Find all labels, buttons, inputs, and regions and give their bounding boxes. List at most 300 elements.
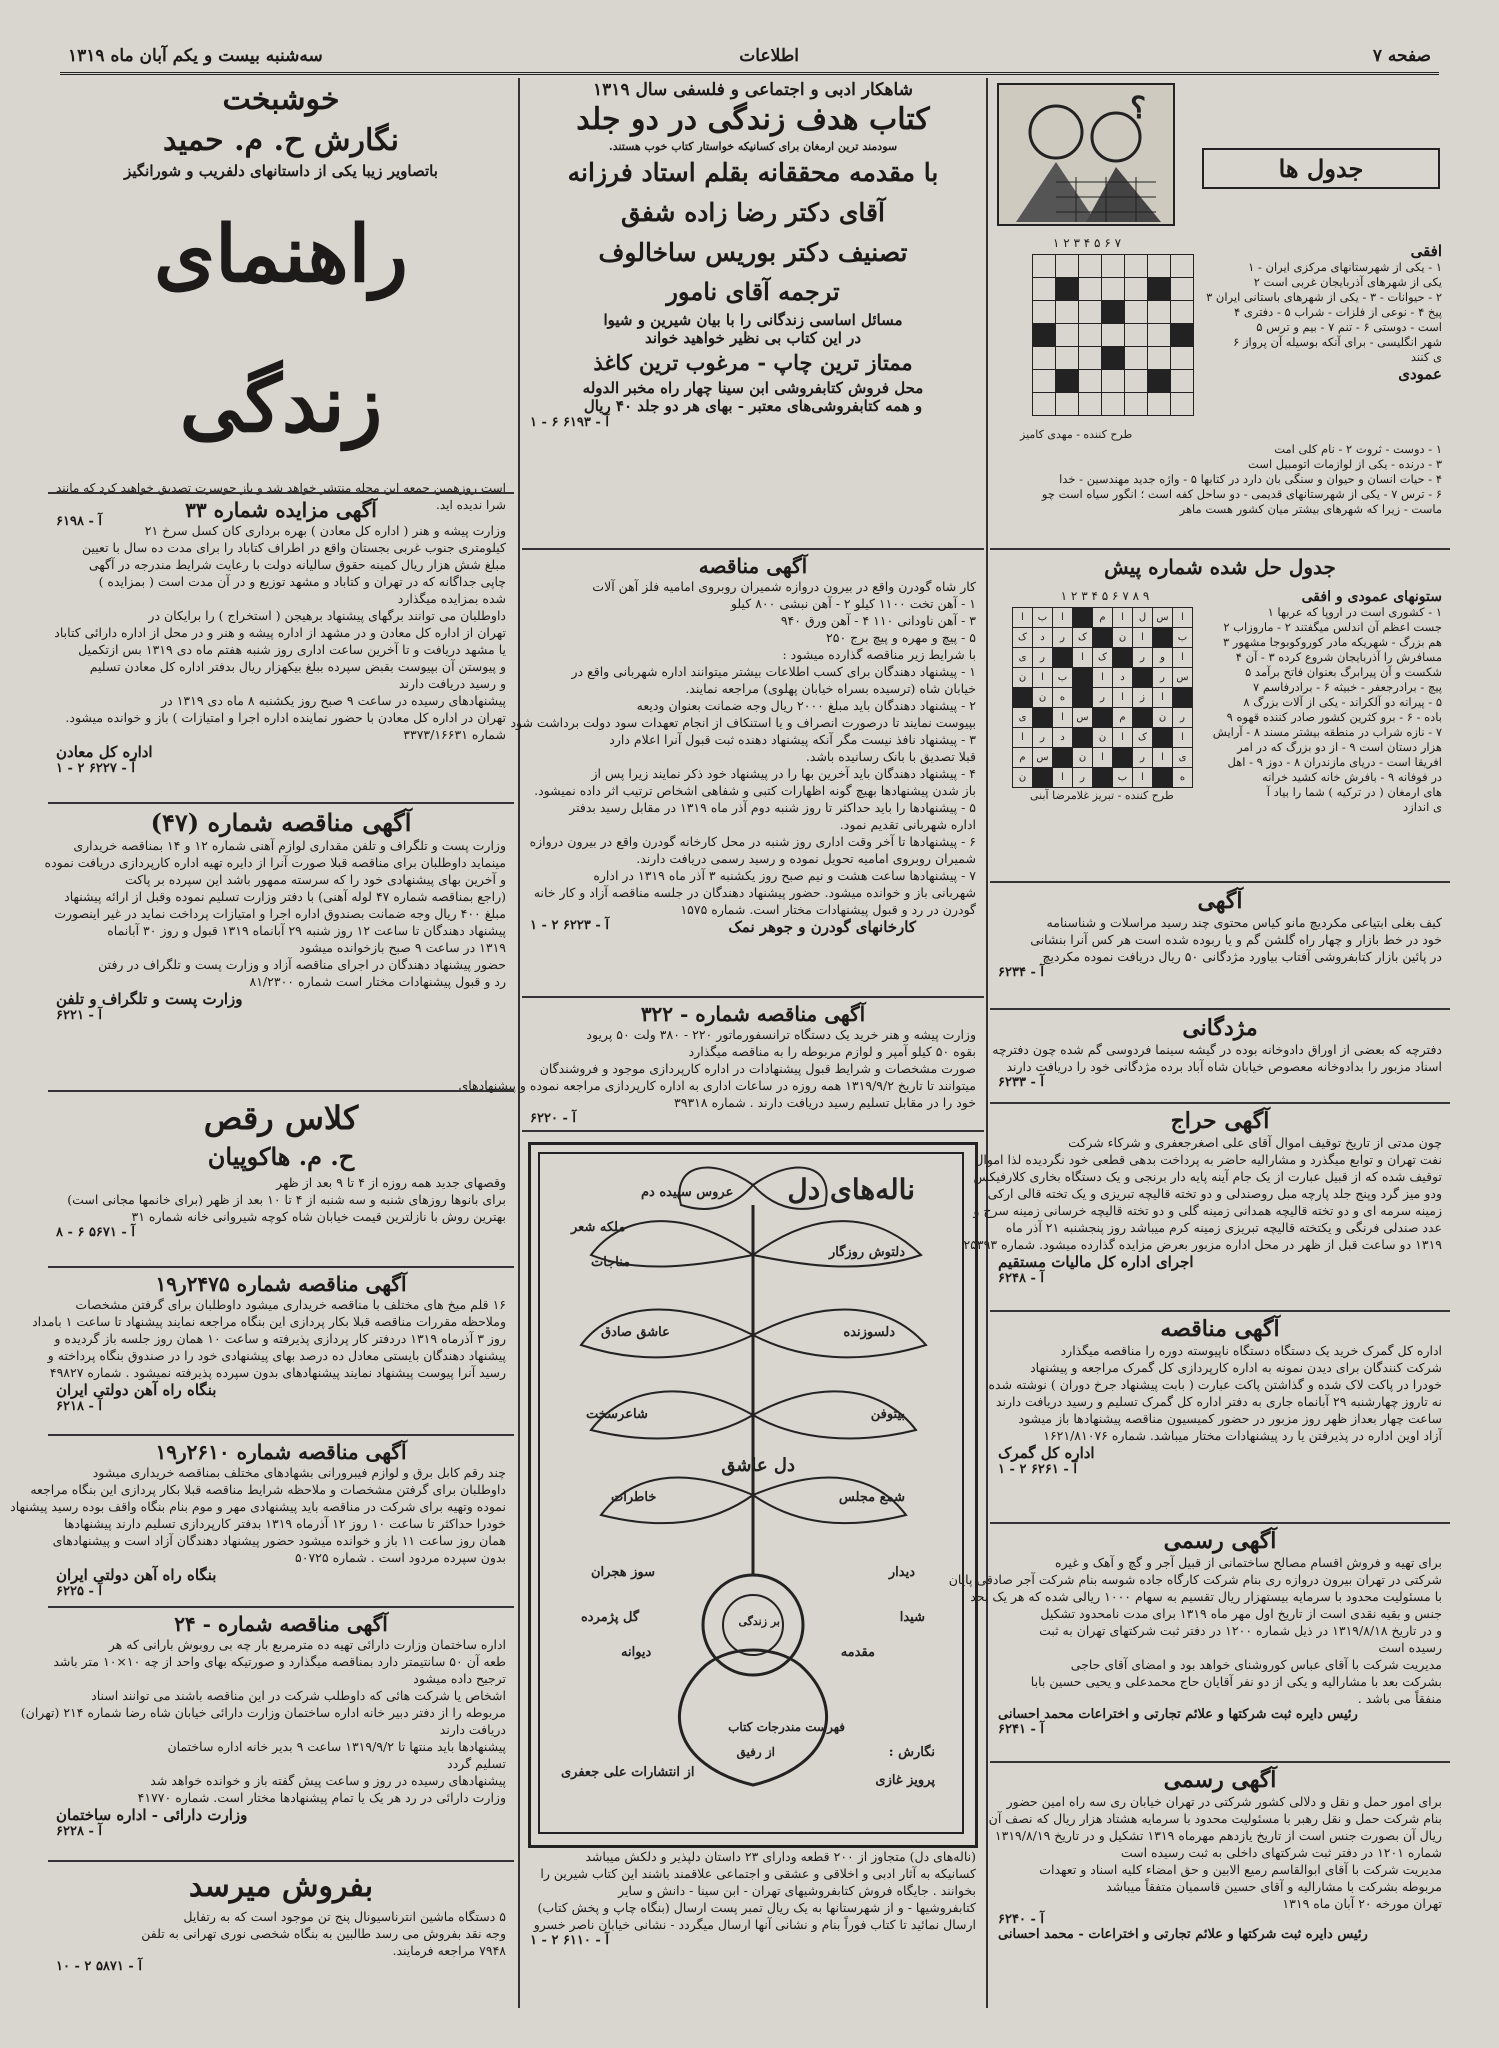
ad-line: و همه کتابفروشی‌های معتبر - بهای هر دو جلد ۴۰ ریال — [583, 397, 923, 415]
grid-cell — [1102, 324, 1125, 347]
notice-official-1 — [948, 1526, 1450, 1756]
text-line: شمیران روبروی امامیه تحویل نموده و رسید رسمی دریافت دارند. — [636, 851, 976, 866]
ad-ref: آ - ۶۱۹۸ — [56, 514, 102, 529]
clue-line: هزار دستان است ۹ - از دو بزرگ که در امر — [1237, 740, 1442, 754]
text-line: مبلغ ۴۰۰ ریال وجه ضمانت بصندوق اداره اجرا و امتیازات پرداخت نماید در غیر اینصورت — [54, 906, 506, 921]
crossword-grid — [1032, 254, 1194, 416]
text-line: اداره کل گمرک خرید یک دستگاه دستگاه ناپیوسته دوره را مناقصه میگذارد — [1060, 1343, 1442, 1358]
text-line: ۱ - پیشنهاد دهندگان برای کسب اطلاعات بیشتر میتوانند اداره شهربانی واقع در — [571, 664, 976, 679]
ad-title: بفروش میرسد — [188, 1869, 374, 1904]
text-line: خودرا در پاکت لاک شده و گذاشتن پاکت عبارت ( بابت پیشنهاد جرخ دوران ) نوشته شده — [988, 1377, 1442, 1392]
leaf-label: خاطرات — [611, 1490, 657, 1505]
notice-customs-tender — [990, 1314, 1450, 1519]
notice-ref: آ - ۶۲۲۱ — [56, 1008, 102, 1023]
leaf-label: دلسوزنده — [843, 1325, 895, 1340]
grid-cell — [1102, 347, 1125, 370]
flower-vase-drawing — [531, 1145, 975, 1845]
grid-cell — [1073, 728, 1093, 748]
notice-ref: آ - ۵۸۷۱ ۲ - ۱۰ — [56, 1959, 142, 1974]
notice-org: اداره کل معادن — [56, 743, 153, 761]
issue-date: سه‌شنبه بیست و یکم آبان ماه ۱۳۱۹ — [68, 46, 323, 66]
paper-name: اطلاعات — [739, 46, 799, 66]
grid-cell — [1171, 278, 1194, 301]
leaf-label: دلتوش روزگار — [828, 1245, 905, 1260]
text-line: و در تاریخ ۱۳۱۹/۸/۱۸ در ذیل شماره ۱۲۰۰ در دفتر ثبت شرکتهای تهران به ثبت — [1039, 1623, 1442, 1638]
grid-cell: ب — [1113, 768, 1133, 788]
text-line: نفت تهران و توابع میگذرد و مشارالیه حاضر به پرداخت بدهی قطعی خود نگردیده لذا اموال — [974, 1152, 1442, 1167]
notice-body — [20, 1636, 506, 1806]
tender-322 — [458, 1000, 984, 1130]
text-line: مربوطه بشرکت با مشاراليه و آقای حسین قاسمیان متفقاً میباشد — [1106, 1879, 1442, 1894]
text-line: ۷۹۴۸ مراجعه فرمایند. — [392, 1943, 506, 1958]
text-line: تهران مورخه ۲۰ آبان ماه ۱۳۱۹ — [1282, 1896, 1442, 1911]
ad-line: مسائل اساسی زندگانی را با بیان شیرین و شیوا — [603, 311, 903, 329]
notice-ref: آ - ۶۲۲۳ ۲ - ۱ — [530, 918, 609, 933]
grid-cell: د — [1053, 728, 1073, 748]
clue-line: ۶ - ترس ۷ - یکی از شهرستانهای قدیمی - دو ساحل کفه است ؛ انگور سیاه است چو — [1041, 487, 1442, 501]
text-line: وزارت پیشه و هنر ( اداره کل معادن ) بهره برداری کان کسل سرخ ۲۱ — [144, 523, 506, 538]
notice-org: وزارت پست و تلگراف و تلفن — [56, 990, 243, 1008]
notice-body — [56, 1174, 506, 1225]
grid-cell — [1033, 278, 1056, 301]
text-line: ودو میز گرد وپنج جلد پارچه مبل روصندلی و دو تخته قالیچه تبریزی و یک تخته قالی ارکی — [987, 1186, 1442, 1201]
ad-line: شاهکار ادبی و اجتماعی و فلسفی سال ۱۳۱۹ — [593, 80, 913, 100]
grid-cell — [1125, 278, 1148, 301]
grid-cell: ر — [1173, 708, 1193, 728]
grid-cell — [1073, 688, 1093, 708]
text-line: منفقاً می باشد . — [1357, 1691, 1442, 1706]
clue-line: یکی از شهرهای آذربایجان غربی است ۲ — [1253, 275, 1442, 289]
notice-ref: آ - ۶۲۲۰ — [530, 1111, 576, 1126]
notice-org: رئیس دایره ثبت شرکتها و علائم تجارتی و اختراعات - محمد احسانی — [998, 1927, 1368, 1942]
grid-cell: د — [1113, 668, 1133, 688]
text-line: ۱۳۱۹ دو ساعت قبل از ظهر در محل اداره مزبور بعرض مزایده گذارده میشود. شماره ۲۵۳۹۳ — [963, 1237, 1442, 1252]
text-line: قبلا تصدیق با بانک رسانیده باشد. — [805, 749, 976, 764]
leaf-label: دیدار — [888, 1565, 915, 1580]
ad-line: ترجمه آقای نامور — [666, 277, 840, 306]
grid-cell — [1125, 370, 1148, 393]
notice-title: آگهی مناقصه شماره (۴۷) — [150, 808, 412, 837]
grid-cell: س — [1073, 708, 1093, 728]
grid-cell — [1133, 668, 1153, 688]
grid-cell: ر — [1133, 748, 1153, 768]
grid-cell: ا — [1133, 628, 1153, 648]
grid-cell: م — [1113, 708, 1133, 728]
text-line: و رسید دریافت دارند — [398, 676, 506, 691]
ad-line: آقای دکتر رضا زاده شفق — [621, 198, 885, 227]
notice-title: آگهی رسمی — [1163, 1528, 1277, 1554]
text-line: برای امور حمل و نقل و دلالی کشور شرکتی در تهران خیابان ری سه راه امین حضور — [1006, 1794, 1442, 1809]
grid-cell: م — [1093, 608, 1113, 628]
grid-cell — [1033, 708, 1053, 728]
notice-ref: آ - ۶۲۱۸ — [56, 1399, 102, 1414]
text-line: شماره ۳۳۷۳/۱۶۶۳۱ — [403, 727, 506, 742]
notice-official-2 — [990, 1765, 1450, 2000]
notice-body — [56, 522, 506, 743]
text-line: ۳ - پیشنهاد نافذ نیست مگر آنکه پیشنهاد دهنده ثبت قبول آنرا اعلام دارد — [609, 732, 976, 747]
text-line: با شرایط زیر مناقصه گذارده میشود : — [782, 647, 976, 662]
text-line: ۳ - آهن ناودانی ۱۱۰ ۴ - آهن ورق ۹۴۰ — [780, 613, 976, 628]
text-line: وزارت دارائی در رد هر یک یا تمام پیشنهادها مختار است. شماره ۴۱۷۷۰ — [137, 1790, 506, 1805]
text-line: ۵ - پیچ و مهره و پیچ برج ۲۵۰ — [826, 630, 976, 645]
text-line: و پیوستن آن بپیوست بقبض سپرده ببلغ بیکهزار ریال بدفتر اداره کل معادن تسلیم — [89, 659, 506, 674]
tender-24 — [20, 1610, 514, 1860]
grid-cell: ا — [1133, 768, 1153, 788]
ad-line: ممتاز ترین چاپ - مرغوب ترین کاغذ — [593, 350, 913, 375]
text-line: کیف بغلی ابتیاعی مکردیچ مانو کیاس محتوی چند رسید مراسلات و شناسنامه — [1046, 915, 1442, 930]
grid-cell: ن — [1073, 748, 1093, 768]
text-line: در پائین بازار کتابفروشی آفتاب بیاورد مژدگانی ۵۰ ریال دریافت نموده مکردیچ — [1042, 949, 1442, 964]
text-line: دفترچه که بعضی از اوراق دادوخانه بوده در گیشه سینما فردوسی گم شده چون دفترچه — [992, 1042, 1442, 1057]
notice-org: بنگاه راه آهن دولتی ایران — [56, 1566, 217, 1584]
ad-name: ح. م. هاکوپیان — [207, 1142, 355, 1171]
clue-line: باده - ۶ - برو کثرین کشور صادر کننده قهوه ۹ — [1226, 710, 1442, 724]
grid-cell — [1053, 648, 1073, 668]
grid-cell: ب — [1053, 668, 1073, 688]
text-line: مدیریت شرکت با آقای عباس کوروشنای خواهد بود و امضای آقای حاجی — [1070, 1657, 1442, 1672]
grid-cell: م — [1013, 748, 1033, 768]
notice-ref: آ - ۶۲۲۸ — [56, 1824, 102, 1839]
text-line: رسیده است — [1378, 1640, 1442, 1655]
ad-title: کلاس رقص — [203, 1099, 359, 1137]
text-line: میتوانند تا تاریخ ۱۳۱۹/۹/۲ همه روزه در ساعات اداری به اداره کارپردازی مراجعه نموده و پیشنهادهای — [458, 1078, 976, 1093]
grid-cell: ن — [1113, 628, 1133, 648]
clue-line: ۳ - درنده - یکی از لوازمات اتومبیل است — [1248, 457, 1442, 471]
grid-cell: س — [1153, 608, 1173, 628]
text-line: کتابفروشیها - و از شهرستانها به یک ریال تمبر پست ارسال (بنگاه چاپ و پخش کتاب) — [537, 1900, 976, 1915]
notice-body — [948, 1554, 1442, 1707]
text-line: پیشنهادهای رسیده در ساعت ۹ صبح روز یکشنبه ۸ ماه دی ۱۳۱۹ در — [161, 693, 506, 708]
grid-cell — [1125, 393, 1148, 416]
text-line: وزارت پیشه و هنر خرید یک دستگاه ترانسفورماتور ۲۲۰ - ۳۸۰ ولت ۵۰ پریود — [586, 1027, 976, 1042]
text-line: برای تهیه و فروش اقسام مصالح ساختمانی از قبیل آجر و گچ و آهک و غیره — [1055, 1555, 1442, 1570]
text-line: شرکتی در تهران بیرون دروازه ری بنام شرکت کارگاه جاده شوسه بنام شرکت آجر صادقی پایان — [948, 1572, 1442, 1587]
text-line: رد و قبول پیشنهادات مختار است شماره ۸۱/۲۳۰۰ — [249, 974, 506, 989]
text-line: (ناله‌های دل) متجاوز از ۲۰۰ قطعه ودارای ۲۳ داستان دلپذیر و دلکش میباشد — [585, 1849, 976, 1864]
text-line: نموده وتهیه برای شرکت در مناقصه باید پیشنهادی مهر و موم بنام بنگاه واقف بوده رسید پیشنهاد — [10, 1499, 506, 1514]
ad-headline: کتاب هدف زندگی در دو جلد — [576, 102, 930, 137]
grid-cell: ک — [1093, 648, 1113, 668]
text-line: تهران در اداره کل معادن با حضور نماینده اداره اجرا و امتیازات ) باز و خوانده میشود. — [65, 710, 506, 725]
notice-title: آگهی مناقصه — [698, 554, 808, 578]
grid-cell: ا — [1173, 728, 1193, 748]
clue-line: ۱ - کشوری است در اروپا که عربها ۱ — [1267, 605, 1442, 619]
leaf-label: شمع مجلس — [838, 1490, 905, 1505]
text-line: (راجع بمناقصه شماره ۴۷ لوله آهنی) با دفتر وزارت تسلیم نموده وقبل از ارائه پیشنهاد — [64, 889, 506, 904]
text-line: پیشنهادهای رسیده در روز و ساعت پیش گفته باز و خوانده خواهد شد — [150, 1773, 506, 1788]
ad-line: تصنیف دکتر بوریس ساخالوف — [598, 238, 908, 267]
grid-cell — [1056, 393, 1079, 416]
notice-body — [998, 914, 1442, 965]
notice-title: آگهی مناقصه — [1160, 1316, 1280, 1342]
grid-cell: ر — [1093, 688, 1113, 708]
grid-cell: س — [1173, 668, 1193, 688]
grid-cell: ر — [1053, 628, 1073, 648]
grid-cell: ک — [1013, 628, 1033, 648]
text-line: بنام شرکت حمل و نقل رهبر با مسئولیت محدود با سرمایه هشتاد هزار ریال که نصف آن — [988, 1811, 1442, 1826]
text-line: بدون سپرده مردود است . شماره ۵۰۷۲۵ — [295, 1550, 506, 1565]
grid-cell — [1033, 768, 1053, 788]
text-line: اسناد مزبور را بدادوخانه معصوص خیابان شاه آباد برده مژدگانی خود را دریافت دارند — [1006, 1059, 1442, 1074]
text-line: باز شدن پیشنهادها بهیچ گونه اظهارات کتبی و شفاهی اشخاص ترتیب اثر داده نمیشود. — [534, 783, 976, 798]
grid-cell — [1113, 648, 1133, 668]
grid-cell: ا — [1013, 608, 1033, 628]
text-line: خیابان شاه (ترسیده بسراه خیابان پهلوی) مراجعه نمایند. — [685, 681, 976, 696]
ad-ref: آ - ۶۱۹۳ ۶ - ۱ — [530, 415, 609, 430]
text-line: داوطلبان می توانند برگهای پیشنهاد برهیجن ( استخراج ) را برایکان در — [148, 608, 506, 623]
notice-title: آگهی مناقصه شماره ۲۶۱۰ر۱۹ — [155, 1440, 407, 1464]
text-line: زمینه سرمه ای و دو تخته قالیچه همدانی زمینه گلی و دو تخته قالیچه خرسانی زمینه سرخ و — [973, 1203, 1442, 1218]
notice-title: آگهی مناقصه شماره ۲۴۷۵ر۱۹ — [155, 1272, 407, 1296]
grid-cell: ا — [1173, 648, 1193, 668]
solved-credit: طرح کننده - تبریز غلامرضا آبنی — [1030, 789, 1174, 802]
crossword-credit: طرح کننده - مهدی کامیز — [1020, 428, 1133, 441]
notice-body — [458, 1026, 976, 1111]
clue-line: ی اندازد — [1403, 800, 1442, 814]
grid-cell: ن — [1033, 688, 1053, 708]
text-line: پیشنهادها باید منتها تا ۱۳۱۹/۹/۲ ساعت ۹ بدیر خانه اداره ساختمان — [167, 1739, 506, 1754]
grid-cell — [1148, 301, 1171, 324]
grid-cell — [1073, 608, 1093, 628]
grid-cell — [1093, 768, 1113, 788]
grid-cell: ا — [1113, 688, 1133, 708]
across-title: افقی — [1410, 242, 1442, 260]
leaf-label: از رفیق — [736, 1745, 775, 1759]
text-line: مینماید داوطلبان برای مناقصه قبلا صورت آنرا از دایره تهیه اداره کارپردازی دریافت نموده — [44, 855, 506, 870]
grid-cell: ه — [1053, 688, 1073, 708]
text-line: شرکت کنندگان برای دیدن نمونه به اداره کارپردازی کل گمرک مراجعه و پیشنهاد — [1030, 1360, 1442, 1375]
text-line: مدیریت شرکت با آقای ابوالقاسم رمیع الابین و حق امضاء کلیه اسناد و تعهدات — [1039, 1862, 1442, 1877]
book-ad-hadaf — [522, 78, 984, 548]
text-line: رسید آنرا پیوست پیشنهاد نمایند پیشنهادهای بدون سپرده پذیرفته نمیشود . شماره ۴۹۸۲۷ — [49, 1365, 506, 1380]
crossword-illustration — [996, 82, 1176, 227]
text-line: گودرن در رد و قبول پیشنهادات مختار است. شماره ۱۵۷۵ — [680, 902, 976, 917]
text-line: دریافت دارند — [439, 1722, 506, 1737]
page-number: صفحه ۷ — [1372, 46, 1431, 66]
grid-cell: ا — [1173, 608, 1193, 628]
clue-line: مسافرش را آذربایجان شروع کرده ۳ - آن ۴ — [1235, 650, 1442, 664]
text-line: خود در خط بازار و چهار راه گلشن گم و یا ربوده شده است هر کس آنرا بنشانی — [1030, 932, 1442, 947]
text-line: ۵ دستگاه ماشین انترناسیونال پنج تن موجود است که به رتفایل — [183, 1909, 506, 1924]
notice-org: اداره کل گمرک — [998, 1444, 1095, 1462]
text-line: بخوانند . جایگاه فروش کتابفروشیهای تهران - ابن سینا - دانش و سایر — [618, 1883, 976, 1898]
clue-line: ۷ - نازه شراب در منطقه بیشتر مسند ۸ - آرایش — [1212, 725, 1442, 739]
grid-cell: ز — [1133, 688, 1153, 708]
notice-ref: آ - ۶۲۴۰ — [998, 1912, 1044, 1927]
auction-33 — [48, 496, 514, 816]
notice-org: وزارت دارائی - اداره ساختمان — [56, 1806, 248, 1824]
text-line: یا مشهد دریافت و تا آخرین ساعت اداری روز شنبه هفتم ماه دی ۱۳۱۹ بس ازتکمیل — [78, 642, 506, 657]
crossword-puzzle — [990, 236, 1450, 448]
grid-cell: د — [1033, 628, 1053, 648]
grid-cell: ک — [1133, 728, 1153, 748]
notice-title: آگهی حراج — [1170, 1108, 1270, 1134]
leaf-label: فهرست مندرجات کتاب — [728, 1720, 845, 1734]
grid-cell — [1125, 301, 1148, 324]
text-line: تسلیم گردد — [447, 1756, 506, 1771]
grid-cell: ا — [1013, 728, 1033, 748]
notice-body — [992, 1041, 1442, 1075]
book-illustration-nalehaye-del — [528, 1142, 978, 1848]
grid-table — [1032, 254, 1194, 416]
text-line: برای بانوها روزهای شنبه و سه شنبه از ۴ تا ۱۰ بعد از ظهر (برای خانمها مجانی است) — [67, 1192, 506, 1207]
across-clues — [1192, 260, 1442, 365]
text-line: عدد صندلی فرنگی و یکتخته قالیچه تبریزی زمینه کرم میباشد روز پنجشنبه ۲۱ آذر ماه — [1005, 1220, 1442, 1235]
notice-title: آگهی مناقصه شماره - ۲۴ — [174, 1612, 388, 1636]
grid-cell — [1033, 324, 1056, 347]
left-column — [10, 78, 514, 2008]
text-line: صورت مشخصات و شرایط قبول پیشنهادات در اداره کارپردازی موجود و فروشندگان — [539, 1061, 976, 1076]
notice-org: بنگاه راه آهن دولتی ایران — [56, 1381, 217, 1399]
notice-title: مژدگانی — [1182, 1015, 1258, 1041]
grid-cell: ی — [1173, 748, 1193, 768]
grid-cell: ا — [1153, 688, 1173, 708]
leaf-label: نگارش : — [888, 1745, 935, 1760]
grid-cell — [1079, 324, 1102, 347]
notice-ref: آ - ۶۲۲۵ — [56, 1584, 102, 1599]
text-line: کسانیکه به آثار ادبی و اخلاقی و عشقی و اجتماعی علاقمند باشند این کتاب شیرین را — [540, 1866, 976, 1881]
solved-clues — [1212, 605, 1442, 815]
grid-cell — [1053, 748, 1073, 768]
grid-cell — [1148, 324, 1171, 347]
text-line: ۱۶ قلم میخ های مختلف با مناقصه خریداری میشود داوطلبان برای گرفتن مشخصات — [75, 1297, 506, 1312]
leaf-label: مقدمه — [840, 1645, 875, 1660]
grid-cell — [1171, 301, 1194, 324]
text-line: اداره ساختمان وزارت دارائی تهیه ده مترمربع بار چه بی روبوش بارانی که هر — [108, 1637, 506, 1652]
text-line: ریال آن بصورت جنس است از تاریخ یازدهم مهرماه ۱۳۱۹ تشکیل و در تاریخ ۱۳۱۹/۸/۱۹ — [994, 1828, 1442, 1843]
ad-subtitle: باتصاویر زیبا یکی از داستانهای دلفریب و شورانگیز — [124, 162, 438, 180]
text-line: اداره شهربانی تقدیم نمود. — [839, 817, 976, 832]
crossword-header — [990, 78, 1450, 233]
grid-cell — [1102, 255, 1125, 278]
ad-line: با مقدمه محققانه بقلم استاد فرزانه — [567, 158, 939, 187]
grid-cell — [1093, 628, 1113, 648]
grid-cell: ا — [1053, 608, 1073, 628]
text-line: خودرا حداکثر تا ساعت ۱۰ روز ۱۲ آذرماه ۱۳۱۹ بدفتر کارپردازی تسلیم دارند پیشنهادها — [64, 1516, 506, 1531]
text-line: نه تاروز چهارشنبه ۲۹ آبانماه جاری به دفتر اداره کل گمرک تسلیم و رسید دریافت دارند — [995, 1394, 1442, 1409]
grid-cell — [1148, 278, 1171, 301]
grid-cell: ن — [1013, 668, 1033, 688]
solved-grid — [1012, 607, 1193, 788]
text-line: وقصهای جدید همه روزه از ۴ تا ۹ بعد از ظهر — [276, 1175, 506, 1190]
leaf-label: شیدا — [899, 1610, 925, 1625]
grid-cell — [1033, 255, 1056, 278]
text-line: خود را در مقابل تسلیم رسید دریافت دارند . شماره ۳۹۳۱۸ — [674, 1095, 976, 1110]
grid-cell — [1113, 748, 1133, 768]
leaf-label: مناجات — [591, 1255, 631, 1270]
grid-cell — [1171, 324, 1194, 347]
leaf-label: بر زندگی — [738, 1615, 780, 1628]
clue-line: ی کنند — [1410, 350, 1442, 364]
text-line: چاپی جداگانه که در تهران و کتاباد و مشهد توزیع و در آن مدت است ( بمزایده ) — [98, 574, 506, 589]
grid-cell — [1153, 628, 1173, 648]
notice-body — [530, 1848, 976, 1933]
grid-cell — [1102, 301, 1125, 324]
grid-cell: ن — [1013, 768, 1033, 788]
text-line: طعه آن ۵۰ سانتیمتر دارد بمناقصه میگذارد و صورتیکه بهای واحد از چه ۱۰×۱۰ متر باشد — [53, 1654, 506, 1669]
notice-body — [988, 1793, 1442, 1912]
text-line: و آخرین بهای پیشنهادی خود را که سرسته ممهور باشد این سپرده بر پاکت — [124, 872, 506, 887]
grid-cell — [1033, 370, 1056, 393]
notice-title: آگهی مزایده شماره ۳۳ — [185, 498, 377, 522]
clue-line: شکست و آن پیرابرگ بعنوان فاتح برآمد ۵ — [1245, 665, 1442, 679]
leaf-label: بیتوفن — [870, 1407, 905, 1422]
notice-ref: آ - ۶۲۳۴ — [998, 965, 1044, 980]
text-line: ۱۳۱۹ در ساعت ۹ صبح بازخوانده میشود — [299, 940, 506, 955]
solved-title: جدول حل شده شماره پیش — [1104, 555, 1336, 579]
leaf-label: از انتشارات علی جعفری — [561, 1765, 695, 1780]
text-line: اشخاص یا شرکت هائی که داوطلب شرکت در این مناقصه باشند می توانند اسناد — [91, 1688, 506, 1703]
leaf-label: دل عاشق — [721, 1455, 795, 1476]
text-line: بپیوست نمایند تا درصورت انصراف و یا استنکاف از انجام تعهدات سود دولت برداشت شود — [510, 715, 976, 730]
grid-cell — [1093, 708, 1113, 728]
text-line: کار شاه گودرن واقع در بیرون دروازه شمیران روبروی امامیه فلز آهن آلات — [592, 579, 976, 594]
grid-cell: ا — [1113, 608, 1133, 628]
grid-cell — [1079, 393, 1102, 416]
grid-cell — [1079, 347, 1102, 370]
grid-cell: ر — [1133, 648, 1153, 668]
text-line: ترجیح داده میشود — [413, 1671, 506, 1686]
notice-body — [963, 1134, 1442, 1253]
grid-cell: ا — [1033, 668, 1053, 688]
ad-line: سودمند ترین ارمغان برای کسانیکه خواستار کتاب خوب هستند. — [608, 140, 898, 153]
text-line: بقوه ۵۰ کیلو آمپر و لوازم مربوطه را به مناقصه میگذارد — [688, 1044, 976, 1059]
grid-column-numbers: ۷ ۶ ۵ ۴ ۳ ۲ ۱ — [1052, 236, 1122, 250]
grid-cell: ا — [1073, 648, 1093, 668]
grid-cell — [1033, 301, 1056, 324]
solved-grid-numbers: ۹ ۸ ۷ ۶ ۵ ۴ ۳ ۲ ۱ — [1060, 589, 1150, 603]
grid-cell — [1125, 347, 1148, 370]
notice-ref: آ - ۶۲۲۷ ۲ - ۱ — [56, 761, 135, 776]
text-line: چند رقم کابل برق و لوازم فیبرورانی بشهادهای مختلف بمناقصه خریداری میشود — [92, 1465, 506, 1480]
leaf-label: عاشق صادق — [601, 1325, 670, 1340]
grid-cell — [1073, 668, 1093, 688]
down-title: عمودی — [1398, 365, 1442, 383]
grid-cell: ا — [1053, 708, 1073, 728]
text-line: ۷ - پیشنهادها ساعت هشت و نیم صبح روز یکشنبه ۳ آذر ماه ۱۳۱۹ در اداره — [593, 868, 976, 883]
book-caption — [522, 1846, 984, 2006]
text-line: شهربانی باز و خوانده میشود. حضور پیشنهاد دهندگان در جلسه مناقصه آزاد و کار خانه — [533, 885, 976, 900]
grid-cell — [1013, 688, 1033, 708]
dance-class-ad — [48, 1094, 514, 1294]
text-line: پیشنهاد دهندگان بایستی معادل ده درصد بهای پیشنهادی خود را در صندوق بنگاه پرداخته و — [47, 1348, 506, 1363]
text-line: توقیف شده که از قبیل عبارت از یک جام آینه پایه دار برنجی و یک دستگاه بخاری کلارفیکس — [973, 1169, 1442, 1184]
text-line: پیشنهاد دهندگان تا ساعت ۱۲ روز شنبه ۲۹ آبانماه ۱۳۱۹ قبول و روز ۳۰ آبانماه — [107, 923, 506, 938]
text-line: ۴ - پیشنهاد دهندگان باید آخرین بها را در پیشنهاد خود ذکر نمایند زیرا پس از — [591, 766, 976, 781]
notice-body — [988, 1342, 1442, 1444]
notice-ref: آ - ۵۶۷۱ ۶ - ۸ — [56, 1225, 135, 1240]
grid-cell — [1102, 393, 1125, 416]
text-line: کیلومتری جنوب غربی بجستان واقع در اطراف کتاباد را برای مدت ده سال با تعیین — [82, 540, 506, 555]
grid-cell — [1148, 255, 1171, 278]
clue-line: جست اعظم آن اندلس میگفتند ۲ - ماروزاب ۲ — [1223, 620, 1442, 634]
leaf-label: عروس سپیده دم — [641, 1185, 734, 1200]
grid-cell: ه — [1173, 768, 1193, 788]
grid-cell: ی — [1013, 648, 1033, 668]
grid-cell — [1056, 301, 1079, 324]
clue-line: شهر انگلیسی - برای آنکه بوسیله آن پرواز ۶ — [1233, 335, 1442, 349]
text-line: تهران از اداره کل معادن و در مشهد از اداره پیشه و هنر و در محل از اداره دارائی کتاباد — [54, 625, 506, 640]
svg-text:؟: ؟ — [1130, 91, 1146, 126]
text-line: شماره ۱۲۰۱ در دفتر ثبت شرکتهای داخلی به ثبت رسیده است — [1120, 1845, 1442, 1860]
notice-auction — [963, 1106, 1450, 1306]
clue-line: های ارمغان ( در ترکیه ) شما را بیاد آ — [1266, 785, 1442, 799]
text-line: ۶ - پیشنهادها تا آخر وقت اداری روز شنبه در محل کارخانه گودرن واقع در بیرون دروازه — [529, 834, 976, 849]
leaf-label: گل پژمرده — [581, 1610, 640, 1625]
ad-line: در این کتاب بی نظیر خواهید خواند — [644, 329, 862, 347]
grid-cell — [1153, 728, 1173, 748]
crossword-title: جدول ها — [1202, 148, 1440, 189]
